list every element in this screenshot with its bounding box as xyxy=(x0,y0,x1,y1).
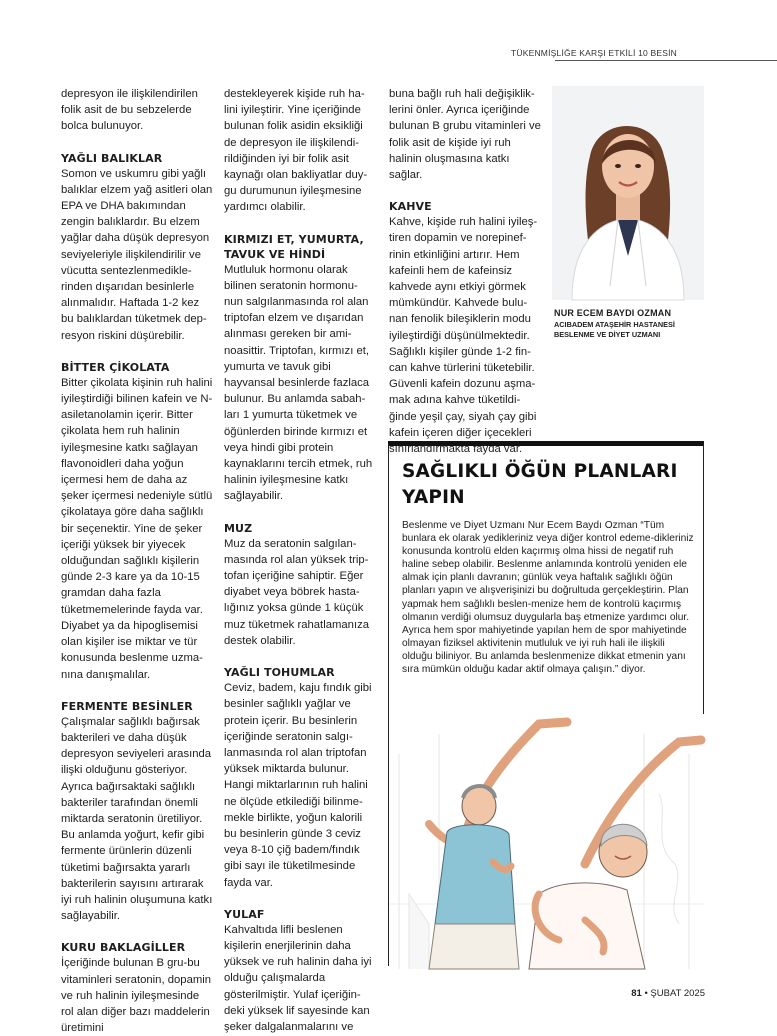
paragraph: Muz da seratonin salgılan-masında rol alan yüksek trip-tofan içeriğine sahiptir. Eğer diyabet veya böbrek hasta-lığınız yoksa günde 1 küçük muz tüketmek rahatlamanıza destek olabilir. xyxy=(224,537,370,647)
paragraph: Mutluluk hormonu olarak bilinen seratonin hormonu-nun salgılanmasında rol alan triptofan elzem ve dışarıdan alınması gereken bir ami-noasittir. Triptofan, kırmızı et, yumurta ve tavuk gibi hayvansal besinlerde fazlaca bulunur. Bu anlamda sabah-ları 1 yumurta tüketmek ve öğünlerden birinde kırmızı et veya hindi gibi protein kaynaklarını tercih etmek, ruh halinin iyileşmesine katkı sağlayabilir. xyxy=(224,263,373,503)
paragraph: Bitter çikolata kişinin ruh halini iyileştirdiği bilinen kafein ve N-asiletanolamin içerir. Bitter çikolata hem ruh halinin iyileşmesine katkı sağlayan flavonoidleri daha yoğun içermesi hem de daha az şeker içermesi nedeniyle sütlü çikolataya göre daha sağlıklı bir seçenektir. Yine de şeker içeriği yüksek bir yiyecek olduğundan sağlıklı kişilerin günde 2-3 kare ya da 10-15 gramdan daha fazla tüketmemelerinde fayda var. Diyabet ya da hipoglisemisi olan kişiler ise miktar ve tür konusunda beslenme uzma-nına danışmalılar. xyxy=(61,376,213,681)
page-number: 81 xyxy=(631,988,642,999)
subheading: FERMENTE BESİNLER xyxy=(61,699,193,713)
paragraph: buna bağlı ruh hali değişiklik-lerini önler. Ayrıca içeriğinde bulunan B grubu vitaminleri ve folik asit de kişide iyi ruh halinin oluşmasına katkı sağlar. xyxy=(389,88,541,182)
page-footer xyxy=(631,988,705,999)
paragraph: depresyon ile ilişkilendirilen folik asit de bu sebzelerde bolca bulunuyor. xyxy=(61,88,198,133)
subheading: KURU BAKLAGİLLER xyxy=(61,941,186,955)
subheading: MUZ xyxy=(224,521,253,535)
subheading: BİTTER ÇİKOLATA xyxy=(61,360,170,374)
paragraph: destekleyerek kişide ruh ha-lini iyileştirir. Yine içeriğinde bulunan folik asidin eksikliği de depresyon ile ilişkilendi-rildiğinden iyi bir folik asit kaynağı olan bakliyatlar duy-gu durumunun iyileşmesine yardımcı olabilir. xyxy=(224,88,368,214)
footer-separator: • xyxy=(644,988,648,999)
tip-box-title: SAĞLIKLI ÖĞÜN PLANLARI YAPIN xyxy=(402,461,678,508)
portrait-name: NUR ECEM BAYDI OZMAN xyxy=(554,308,672,318)
paragraph: İçeriğinde bulunan B gru-bu vitaminleri seratonin, dopamin ve ruh halinin iyileşmesinde rol alan diğer bazı maddelerin üretimini xyxy=(61,957,212,1035)
paragraph: Kahvaltıda lifli beslenen kişilerin enerjilerinin daha yüksek ve ruh halinin daha iyi olduğu çalışmalarda gösterilmiştir. Yulaf içeriğin-deki yüksek lif sayesinde kan şeker dalgalanmalarını ve xyxy=(224,923,372,1033)
paragraph: Kahve, kişide ruh halini iyileş-tiren dopamin ve norepinef-rinin etkinliğini artırır. Hem kafeinli hem de kafeinsiz kahvede aynı etkiyi görmek mümkündür. Kahvede bulu-nan fenolik bileşiklerin modu iyileştirdiği düşünülmektedir. Sağlıklı kişiler günde 1-2 fin-can kahve türlerini tüketebilir. Güvenli kafein dozunu aşma-mak adına kahve tüketildi-ğinde yeşil çay, siyah çay gibi kafein içeren diğer içecekleri sınırlandırmakta fayda var. xyxy=(389,216,538,456)
text-column-1 xyxy=(61,86,213,1036)
paragraph: Somon ve uskumru gibi yağlı balıklar elzem yağ asitleri olan EPA ve DHA bakımından zengin balıklardır. Bu elzem yağlar daha düşük depresyon seviyeleriyle ilişkilendirilir ve vücutta sentezlenmedikle-rinden dışarıdan besinlerle alınmalıdır. Haftada 1-2 kez bu balıklardan tüketmek dep-resyon riskini düşürebilir. xyxy=(61,167,213,342)
subheading: YAĞLI TOHUMLAR xyxy=(224,666,335,680)
portrait-image xyxy=(552,86,704,300)
exercise-illustration xyxy=(389,694,705,969)
section-title: TÜKENMİŞLİĞE KARŞI ETKİLİ 10 BESİN xyxy=(511,48,677,58)
portrait-photo xyxy=(552,86,704,300)
subheading: YULAF xyxy=(224,907,265,921)
tip-box-body: Beslenme ve Diyet Uzmanı Nur Ecem Baydı Ozman “Tüm bunlara ek olarak yedikleriniz veya diğer kontrol edeme-dikleriniz konusunda kontrolü elden kaçırmış olma hissi de negatif ruh haline sebep olabilir. Beslenme anlamında kontrolü yeniden ele almak için planlı davranın; günlük veya haftalık sağlıklı öğün planları yapın ve alışverişinizi bu doğrultuda gerçekleştirin. Plan yapmak hem sağlıklı beslen-menize hem de kontrolü kaçırmış olmanın verdiği olumsuz duygularla baş etmenize yardımcı olur. Ayrıca hem spor mahiyetinde yapılan hem de spor mahiyetinde olmayan fiziksel aktivitenin mutluluk ve iyi ruh hali ile ilişkili olduğu biliniyor. Bu anlamda beslenmenize dikkat etmenin yanı sıra mümkün olduğu kadar aktif olmaya çalışın.” diyor. xyxy=(402,520,694,676)
text-column-3 xyxy=(389,86,541,457)
subheading: KIRMIZI ET, YUMURTA, TAVUK VE HİNDİ xyxy=(224,232,364,261)
paragraph: Çalışmalar sağlıklı bağırsak bakterileri ve daha düşük depresyon seviyeleri arasında ilişki olduğunu gösteriyor. Ayrıca bağırsaktaki sağlıklı bakteriler tarafından önemli miktarda seratonin üretiliyor. Bu anlamda yoğurt, kefir gibi fermente ürünlerin düzenli tüketimi bağırsakta yararlı bakterilerin sayısını artırarak iyi ruh halinin oluşumuna katkı sağlayabilir. xyxy=(61,715,213,923)
portrait-role: ACIBADEM ATAŞEHİR HASTANESİ BESLENME VE DİYET UZMANI xyxy=(554,320,675,339)
header-rule xyxy=(555,60,777,61)
subheading: KAHVE xyxy=(389,200,432,214)
subheading: YAĞLI BALIKLAR xyxy=(61,151,163,165)
text-column-2 xyxy=(224,86,376,1035)
tip-box xyxy=(388,441,704,966)
issue-date: ŞUBAT 2025 xyxy=(650,988,705,999)
paragraph: Ceviz, badem, kaju fındık gibi besinler sağlıklı yağlar ve protein içerir. Bu besinlerin içeriğinde seratonin salgı-lanmasında rol alan triptofan yüksek miktarda bulunur. Hangi miktarlarının ruh halini ne ölçüde etkilediği bilinme-mekle birlikte, yoğun kalorili bu besinlerin günde 3 ceviz veya 8-10 çiğ badem/fındık gibi sayı ile tüketilmesinde fayda var. xyxy=(224,682,372,889)
